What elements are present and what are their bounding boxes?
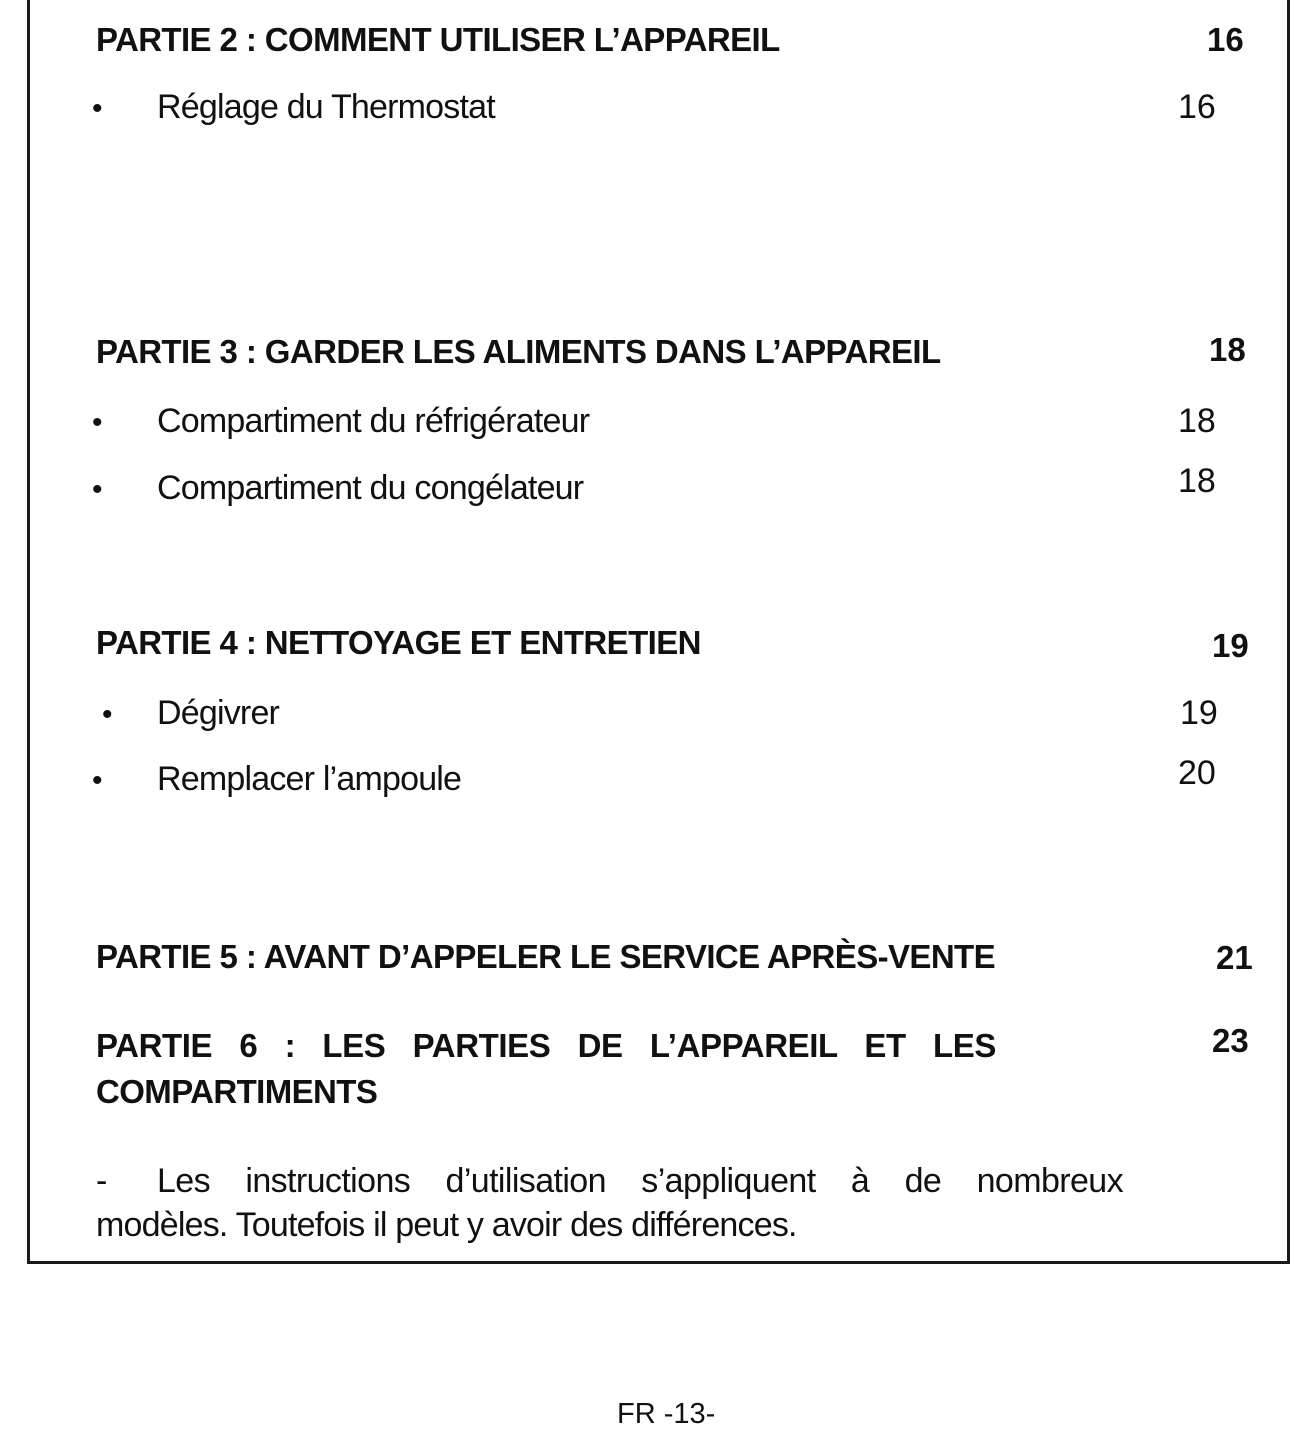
note-line-2: modèles. Toutefois il peut y avoir des différences. (96, 1206, 797, 1244)
section-page-partie-4: 19 (1212, 627, 1249, 664)
bullet-icon: • (92, 406, 103, 439)
section-page-partie-2: 16 (1207, 21, 1244, 58)
bullet-icon: • (92, 92, 103, 125)
toc-item-remplacer-ampoule: Remplacer l’ampoule (157, 760, 462, 798)
page-footer: FR -13- (617, 1398, 716, 1430)
section-heading-partie-2: PARTIE 2 : COMMENT UTILISER L’APPAREIL (96, 21, 780, 58)
note-line-1-text: Les instructions d’utilisation s’appliquent à de nombreux (157, 1162, 1123, 1200)
note-line-1 (157, 1162, 1123, 1201)
toc-item-page: 16 (1178, 88, 1216, 126)
toc-item-page: 18 (1178, 462, 1216, 500)
note-dash: - (96, 1162, 107, 1200)
toc-item-compartiment-congelateur: Compartiment du congélateur (157, 469, 584, 507)
section-page-partie-6: 23 (1212, 1022, 1249, 1059)
bullet-icon: • (92, 764, 103, 797)
section-heading-partie-4: PARTIE 4 : NETTOYAGE ET ENTRETIEN (96, 624, 701, 661)
bullet-icon: • (102, 698, 113, 731)
toc-item-compartiment-refrigerateur: Compartiment du réfrigérateur (157, 402, 590, 440)
bullet-icon: • (92, 473, 103, 506)
toc-item-page: 18 (1178, 402, 1216, 440)
toc-item-page: 19 (1180, 694, 1218, 732)
toc-item-reglage-thermostat: Réglage du Thermostat (157, 88, 495, 126)
toc-item-page: 20 (1178, 754, 1216, 792)
section-page-partie-3: 18 (1209, 331, 1246, 368)
section-heading-partie-3: PARTIE 3 : GARDER LES ALIMENTS DANS L’APPAREIL (96, 333, 941, 370)
section-heading-partie-5: PARTIE 5 : AVANT D’APPELER LE SERVICE APRÈS-VENTE (96, 938, 996, 975)
section-heading-partie-6-line2: COMPARTIMENTS (96, 1073, 378, 1110)
section-page-partie-5: 21 (1216, 939, 1253, 976)
toc-item-degivrer: Dégivrer (157, 694, 280, 732)
section-heading-partie-6-line1: PARTIE 6 : LES PARTIES DE L’APPAREIL ET LES (96, 1027, 996, 1064)
